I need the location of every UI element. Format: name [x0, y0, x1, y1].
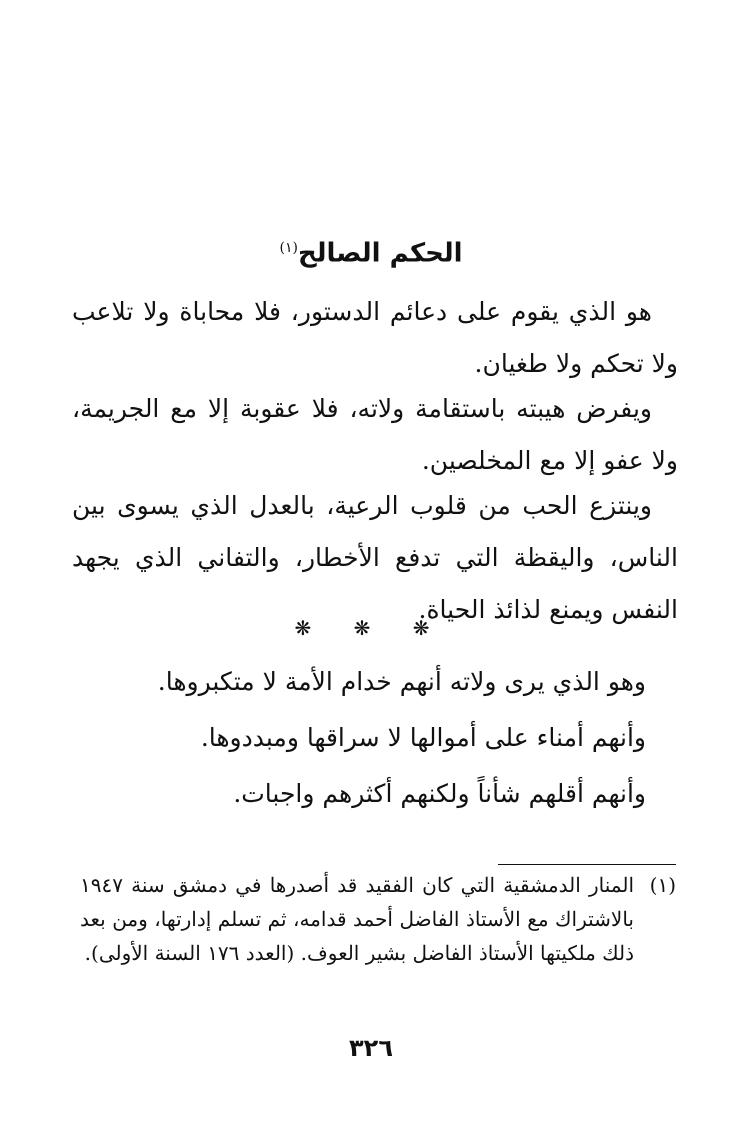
title-footnote-marker: (١)	[279, 240, 298, 256]
page-title	[0, 228, 742, 274]
page-number: ٣٢٦	[349, 1034, 393, 1062]
footnote-text: المنار الدمشقية التي كان الفقيد قد أصدرها في دمشق سنة ١٩٤٧ بالاشتراك مع الأستاذ الفاضل أحمد قدامه، ثم تسلم إدارتها، ومن بعد ذلك ملكيتها الأستاذ الفاضل بشير العوف. (العدد ١٧٦ السنة الأولى).	[80, 873, 634, 965]
paragraph-1: هو الذي يقوم على دعائم الدستور، فلا محاباة ولا تلاعب ولا تحكم ولا طغيان.	[72, 297, 678, 378]
section-separator: ❋ ❋ ❋	[294, 616, 448, 640]
paragraph-3: وينتزع الحب من قلوب الرعية، بالعدل الذي يسوى بين الناس، واليقظة التي تدفع الأخطار، والتفاني الذي يجهد النفس ويمنع لذائذ الحياة.	[72, 491, 678, 624]
line-3: وأنهم أقلهم شأناً ولكنهم أكثرهم واجبات.	[233, 779, 646, 808]
footnote-number: (١)	[649, 873, 676, 897]
paragraph-2: ويفرض هيبته باستقامة ولاته، فلا عقوبة إلا مع الجريمة، ولا عفو إلا مع المخلصين.	[72, 394, 678, 475]
line-1: وهو الذي يرى ولاته أنهم خدام الأمة لا متكبروها.	[157, 667, 646, 696]
footnote-divider	[498, 864, 676, 865]
footnote	[80, 868, 676, 970]
title-text: الحكم الصالح	[297, 238, 463, 269]
line-2: وأنهم أمناء على أموالها لا سراقها ومبددوها.	[200, 723, 646, 752]
